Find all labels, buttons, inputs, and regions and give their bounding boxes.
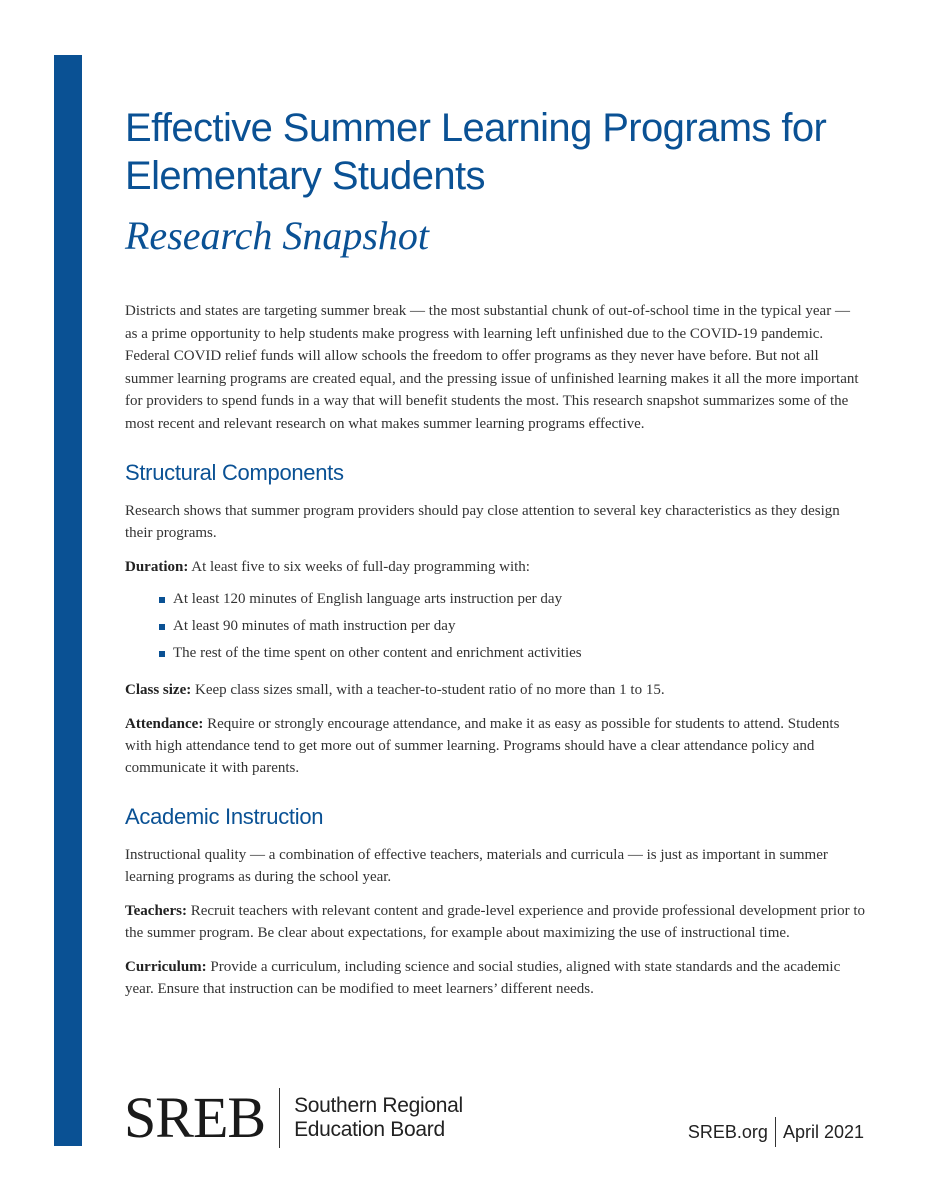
duration-list [125,586,865,667]
bullet-square-icon [159,597,165,603]
list-item: At least 120 minutes of English language arts instruction per day [159,586,865,613]
page-footer [124,1086,864,1156]
academic-lead: Instructional quality — a combination of effective teachers, materials and curricula — is just as important in summer learning programs as during the school year. [125,847,828,885]
page-title: Effective Summer Learning Programs for Elementary Students [125,106,827,198]
publication-date: April 2021 [782,1121,864,1142]
site-link[interactable]: SREB.org [687,1121,768,1142]
footer-divider [775,1117,776,1147]
curriculum-text: Provide a curriculum, including science and social studies, aligned with state standards and the academic year. Ensure that instruction can be modified to meet learners’ different needs. [125,959,841,997]
class-size-label: Class size: [125,682,192,698]
sreb-logo [124,1086,463,1150]
attendance-paragraph [125,713,865,779]
side-accent-bar [54,55,82,1146]
duration-label: Duration: [125,559,189,575]
org-name: Southern Regional Education Board [294,1094,463,1141]
list-item: The rest of the time spent on other content and enrichment activities [159,640,865,667]
class-size-text: Keep class sizes small, with a teacher-to-student ratio of no more than 1 to 15. [191,682,665,698]
bullet-square-icon [159,651,165,657]
bullet-square-icon [159,624,165,630]
footer-meta [688,1116,864,1148]
document-body [125,104,865,1000]
academic-heading: Academic Instruction [125,804,324,829]
structural-heading: Structural Components [125,460,344,485]
teachers-text: Recruit teachers with relevant content and grade-level experience and provide professional development prior to the summer program. Be clear about expectations, for example about maximizing the use of instructional time. [125,903,865,941]
list-item: At least 90 minutes of math instruction per day [159,613,865,640]
class-size-paragraph [125,679,865,701]
duration-paragraph [125,556,865,578]
logo-divider [279,1088,280,1148]
logo-wordmark: SREB [124,1085,266,1150]
structural-lead: Research shows that summer program providers should pay close attention to several key characteristics as they design their programs. [125,503,840,541]
duration-text: At least five to six weeks of full-day programming with: [188,559,530,575]
attendance-label: Attendance: [125,716,204,732]
intro-paragraph: Districts and states are targeting summer break — the most substantial chunk of out-of-school time in the typical year — as a prime opportunity to help students make progress with learning left unfinished due to the COVID-19 pandemic. Federal COVID relief funds will allow schools the freedom to offer programs as they never have before. But not all summer learning programs are created equal, and the pressing issue of unfinished learning makes it all the more important for providers to spend funds in a way that will benefit students the most. This research snapshot summarizes some of the most recent and relevant research on what makes summer learning programs effective. [125,303,859,432]
curriculum-paragraph [125,956,865,1000]
page-subtitle: Research Snapshot [125,213,430,258]
attendance-text: Require or strongly encourage attendance, and make it as easy as possible for students to attend. Students with high attendance tend to get more out of summer learning. Programs should have a clear attendance policy and communicate it with parents. [125,716,840,776]
curriculum-label: Curriculum: [125,959,207,975]
teachers-paragraph [125,900,865,944]
teachers-label: Teachers: [125,903,187,919]
